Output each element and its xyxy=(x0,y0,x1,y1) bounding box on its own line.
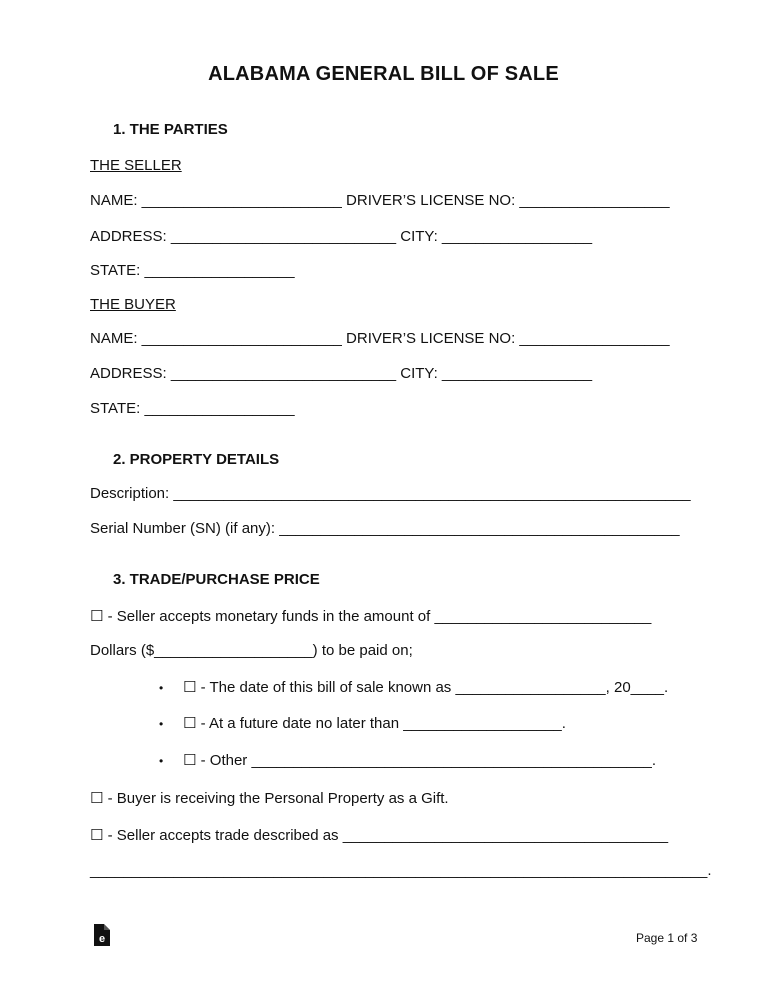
option-other: ☐ - Other ________________________________________________. xyxy=(183,752,657,769)
bullet-icon: • xyxy=(159,681,164,695)
buyer-label: THE BUYER xyxy=(90,296,176,313)
section-heading-parties: 1. THE PARTIES xyxy=(113,121,228,138)
bullet-icon: • xyxy=(159,717,164,731)
eforms-document-icon xyxy=(93,923,111,947)
gift-line: ☐ - Buyer is receiving the Personal Property as a Gift. xyxy=(90,790,449,807)
seller-address-line: ADDRESS: ___________________________ CITY: __________________ xyxy=(90,228,593,245)
trade-line: ☐ - Seller accepts trade described as _______________________________________ xyxy=(90,827,669,844)
buyer-address-line: ADDRESS: ___________________________ CITY: __________________ xyxy=(90,365,593,382)
seller-name-line: NAME: ________________________ DRIVER’S LICENSE NO: __________________ xyxy=(90,192,670,209)
dollars-line: Dollars ($___________________) to be paid on; xyxy=(90,642,413,659)
document-title: ALABAMA GENERAL BILL OF SALE xyxy=(208,63,559,85)
section-heading-property: 2. PROPERTY DETAILS xyxy=(113,451,280,468)
option-bill-date: ☐ - The date of this bill of sale known as __________________, 20____. xyxy=(183,679,669,696)
page-number: Page 1 of 3 xyxy=(636,931,698,945)
svg-text:e: e xyxy=(98,933,106,945)
trade-continuation-line: __________________________________________________________________________. xyxy=(90,862,712,879)
description-line: Description: ______________________________________________________________ xyxy=(90,485,691,502)
monetary-funds-line: ☐ - Seller accepts monetary funds in the amount of __________________________ xyxy=(90,608,652,625)
option-future-date: ☐ - At a future date no later than ___________________. xyxy=(183,715,566,732)
section-heading-price: 3. TRADE/PURCHASE PRICE xyxy=(113,571,320,588)
buyer-name-line: NAME: ________________________ DRIVER’S LICENSE NO: __________________ xyxy=(90,330,670,347)
buyer-state-line: STATE: __________________ xyxy=(90,400,295,417)
serial-number-line: Serial Number (SN) (if any): ________________________________________________ xyxy=(90,520,680,537)
seller-state-line: STATE: __________________ xyxy=(90,262,295,279)
bullet-icon: • xyxy=(159,754,164,768)
seller-label: THE SELLER xyxy=(90,157,182,174)
